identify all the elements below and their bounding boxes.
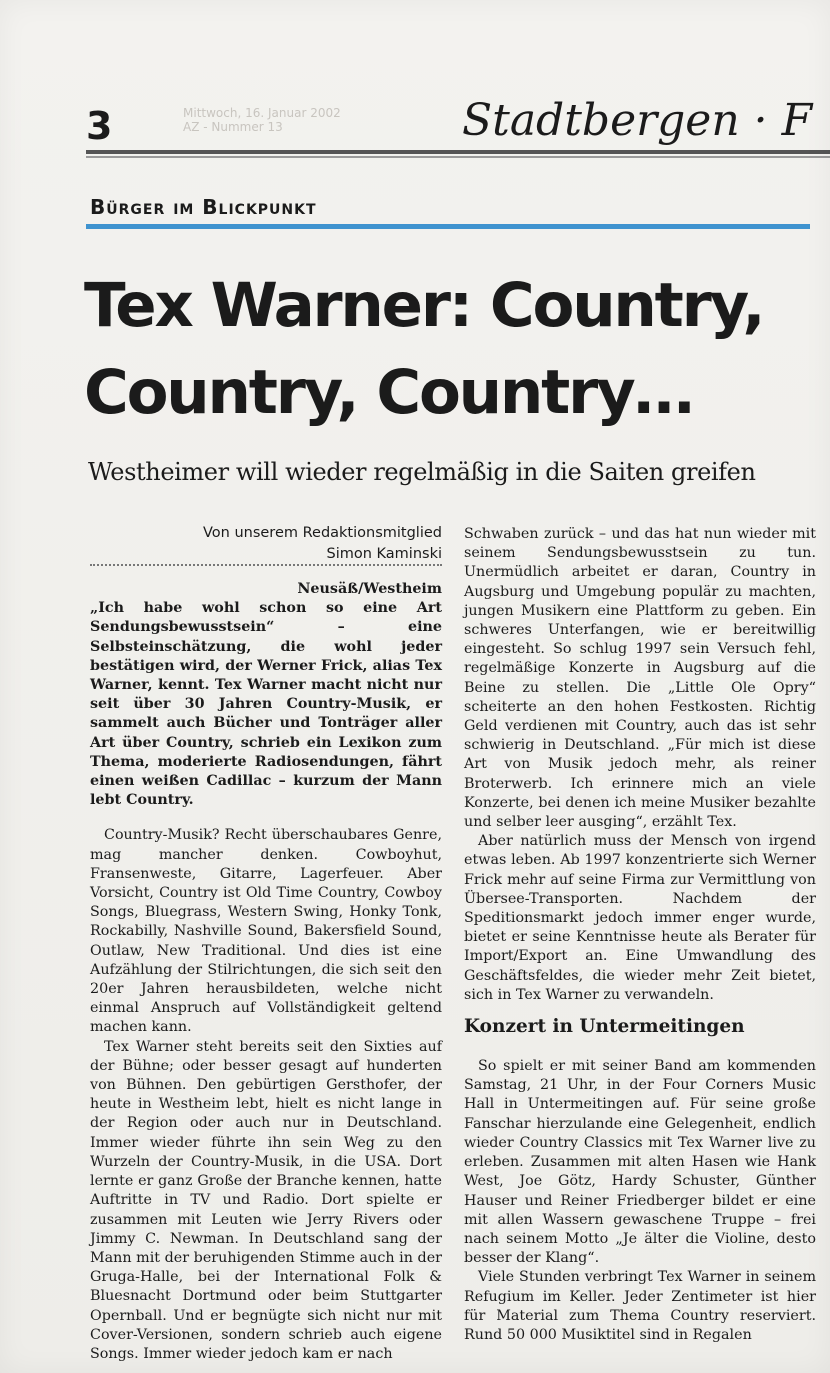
paragraph: Aber natürlich muss der Mensch von irgend etwas leben. Ab 1997 konzentrierte sich Werner Frick mehr auf seine Firma zur Vermittlung von Übersee-Transporten. Nachdem der Speditionsmarkt jedoch immer enger wurde, bietet er seine Kenntnisse heute als Berater für Import/Export an. Eine Umwandlung des Geschäftsfeldes, die wieder mehr Zeit bietet, sich in Tex Warner zu verwandeln.: [464, 833, 816, 1003]
date-line: Mittwoch, 16. Januar 2002: [183, 106, 341, 120]
dateline: Neusäß/Westheim: [297, 581, 442, 597]
paragraph: So spielt er mit seiner Band am kommenden Samstag, 21 Uhr, in der Four Corners Music Hall in Untermeitingen auf. Für seine große Fanschar hierzulande eine Gelegenheit, endlich wieder Country Classics mit Tex Warner live zu erleben. Zusammen mit alten Hasen wie Hank West, Joe Götz, Hardy Schuster, Günther Hauser und Reiner Friedberger bildet er eine mit allen Wassern gewaschene Truppe – frei nach seinem Motto „Je älter die Violine, desto besser der Klang“.: [464, 1058, 816, 1267]
issue-line: AZ - Nummer 13: [183, 120, 283, 134]
section-label: Bürger im Blickpunkt: [90, 195, 317, 219]
subheadline: Westheimer will wieder regelmäßig in die Saiten greifen: [88, 458, 756, 486]
paragraph: Country-Musik? Recht überschaubares Genre, mag mancher denken. Cowboyhut, Fransenweste, Gitarre, Lagerfeuer. Aber Vorsicht, Country ist Old Time Country, Cowboy Songs, Bluegrass, Western Swing, Honky Tonk, Rockabilly, Nashville Sound, Bakersfield Sound, Outlaw, New Traditional. Und dies ist eine Aufzählung der Stilrichtungen, die sich seit den 20er Jahren herausbildeten, welche nicht einmal Anspruch auf Vollständigkeit geltend machen kann.: [90, 827, 442, 1036]
headline-line-1: Tex Warner: Country,: [84, 270, 764, 341]
page-number: 3: [86, 104, 113, 148]
paragraph: Tex Warner steht bereits seit den Sixties auf der Bühne; oder besser gesagt auf hunderten von Bühnen. Den gebürtigen Gersthofer, der heute in Westheim lebt, hielt es nicht lange in der Region oder auch nur in Deutschland. Immer wieder führte ihn sein Weg zu den Wurzeln der Country-Musik, in die USA. Dort lernte er ganz Große der Branche kennen, hatte Auftritte in TV und Radio. Dort spielte er zusammen mit Leuten wie Jerry Rivers oder Jimmy C. Newman. In Deutschland sang der Mann mit der beruhigenden Stimme auch in der Gruga-Halle, bei der International Folk & Bluesnacht Dortmund oder beim Stuttgarter Opernball. Und er begnügte sich nicht nur mit Cover-Versionen, sondern schrieb auch eigene Songs. Immer wieder jedoch kam er nach: [90, 1038, 442, 1362]
byline-author: Simon Kaminski: [326, 546, 442, 562]
headline-line-2: Country, Country…: [84, 357, 693, 428]
byline-role: Von unserem Redaktionsmitglied: [202, 525, 442, 541]
paragraph: Schwaben zurück – und das hat nun wieder mit seinem Sendungsbewusstsein zu tun. Unermüdlich arbeitet er daran, Country in Augsburg und Umgebung populär zu machten, jungen Musikern eine Plattform zu geben. Ein schweres Unterfangen, wie er bereitwillig eingesteht. So schlug 1997 sein Versuch fehl, regelmäßige Konzerte in Augsburg auf die Beine zu stellen. Die „Little Ole Opry“ scheiterte an den hohen Festkosten. Richtig Geld verdienen mit Country, auch das ist sehr schwierig in Deutschland. „Für mich ist diese Art von Musik jedoch mehr, als reiner Broterwerb. Ich erinnere mich an viele Konzerte, bei denen ich meine Musiker bezahlte und selber leer ausging“, erzählt Tex.: [464, 526, 816, 831]
lead-text: „Ich habe wohl schon so eine Art Sendungsbewusstsein“ – eine Selbsteinschätzung, die wohl jeder bestätigen wird, der Werner Frick, alias Tex Warner, kennt. Tex Warner macht nicht nur seit über 30 Jahren Country-Musik, er sammelt auch Bücher und Tonträger aller Art über Country, schrieb ein Lexikon zum Thema, moderierte Radiosendungen, fährt einen weißen Cadillac – kurzum der Mann lebt Country.: [90, 600, 442, 809]
article-subhead: Konzert in Untermeitingen: [464, 1016, 745, 1038]
paragraph: Viele Stunden verbringt Tex Warner in seinem Refugium im Keller. Jeder Zentimeter ist hier für Material zum Thema Country reserviert. Rund 50 000 Musiktitel sind in Regalen: [464, 1269, 816, 1343]
masthead-title: Stadtbergen · F: [462, 95, 813, 146]
